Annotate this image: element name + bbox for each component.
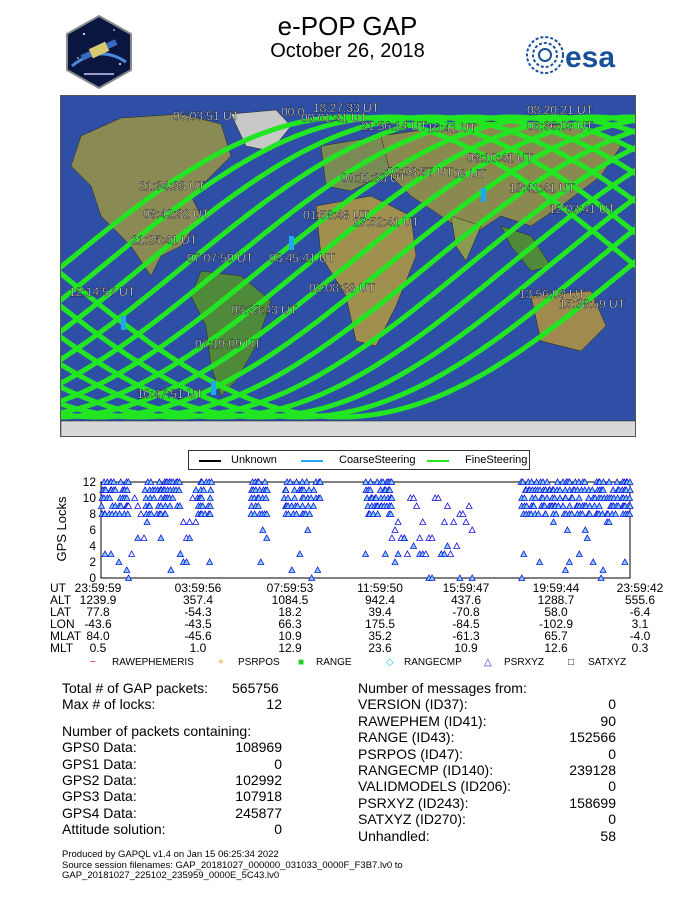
track-time-label: 21:25:41 UT [131,233,198,247]
table-cell: 07:59:53 [266,581,314,595]
gps-lock-marker [300,503,306,509]
track-time-label: 13:41:41 UT [509,181,576,195]
gps-lock-marker [289,567,295,573]
track-time-label: 03:45:41 UT [269,251,336,265]
track-time-label: 02:03:57 UT [387,165,454,179]
gps-lock-marker [557,495,563,501]
message-stat-label: VERSION (ID37): [358,696,468,713]
psrpos-marker: + [218,657,224,668]
table-cell: 1.0 [189,641,207,655]
message-stat-label: RANGECMP (ID140): [358,761,494,778]
gps-lock-marker [576,495,582,501]
message-stat-row [358,811,658,827]
gps-lock-marker [167,503,173,509]
footer [62,850,403,882]
message-stat-row [358,696,658,712]
gps-lock-marker [469,527,475,533]
esa-logo [525,34,637,76]
gps-lock-marker [375,511,381,517]
gps-lock-marker [292,495,298,501]
track-time-label: 16:41 UT [427,121,477,135]
packet-stat-row [62,821,352,837]
gps-lock-marker [187,519,193,525]
gps-lock-marker [305,503,311,509]
message-stat-value: 90 [600,712,616,729]
total-packets-value: 565756 [232,680,279,696]
y-tick-label: 8 [89,507,96,521]
row-label-mlat: MLAT [50,629,82,643]
gps-lock-marker [363,551,369,557]
coarse-steering-swatch [301,460,323,462]
y-tick-label: 6 [89,523,96,537]
message-statistics [358,680,658,844]
fine-steering-swatch [427,460,449,462]
gps-lock-marker [448,551,454,557]
range-marker: ■ [298,657,305,668]
table-cell: 39.4 [368,605,392,619]
gps-lock-marker [395,519,401,525]
table-cell: 03:59:56 [174,581,222,595]
gps-lock-marker [190,495,196,501]
message-stat-label: RAWEPHEM (ID41): [358,712,487,729]
table-cell: -45.6 [184,629,212,643]
message-stat-value: 239128 [569,761,616,778]
message-stat-value: 0 [608,696,616,713]
message-stat-label: PSRXYZ (ID243): [358,794,469,811]
table-cell: -61.3 [452,629,480,643]
message-stat-value: 0 [608,745,616,762]
table-cell: 0.3 [631,641,649,655]
gps-lock-marker [521,551,527,557]
gps-lock-marker [207,495,213,501]
table-cell: -102.9 [538,617,574,631]
gps-lock-marker [297,551,303,557]
coarse-steering-segment [289,236,294,250]
legend-psrpos: PSRPOS [238,657,280,668]
gps-lock-marker [138,511,144,517]
message-stat-row [358,746,658,762]
track-time-label: 18:27:33 UT [313,101,380,115]
gps-lock-marker [562,567,568,573]
gps-lock-marker [582,527,588,533]
esa-logo-text: esa [565,41,616,74]
packet-stat-label: GPS3 Data: [62,788,137,805]
coarse-steering-segment [481,188,486,202]
gps-lock-marker [315,567,321,573]
landmass-antarctica [61,421,636,437]
gps-lock-marker [596,503,602,509]
message-stat-value: 58 [600,827,616,844]
legend-fine-label: FineSteering [465,454,528,466]
packet-stat-value: 245877 [235,804,282,821]
table-cell: 10.9 [454,641,478,655]
gps-lock-marker [560,503,566,509]
table-cell: -6.4 [629,605,651,619]
gps-lock-marker [454,543,460,549]
gps-lock-marker [180,519,186,525]
table-cell: 18.2 [278,605,302,619]
gps-lock-marker [451,519,457,525]
packet-stat-row [62,805,352,821]
track-time-label: 05:03:51 UT [173,109,240,123]
table-cell: 35.2 [368,629,392,643]
plot-frame [101,482,630,578]
table-cell: 175.5 [364,617,396,631]
gps-lock-marker [564,527,570,533]
table-cell: 12.9 [278,641,302,655]
report-title: e-POP GAP [277,11,418,41]
packet-stat-row [62,788,352,804]
table-cell: -43.5 [184,617,212,631]
message-stat-row [358,713,658,729]
report-date: October 26, 2018 [270,40,425,62]
track-time-label: 00:0 [281,105,305,119]
legend-range: RANGE [316,657,352,668]
gps-lock-marker [124,567,130,573]
table-cell: 555.6 [624,593,656,607]
table-cell: 942.4 [364,593,396,607]
y-tick-label: 4 [89,539,96,553]
message-stat-value: 0 [608,811,616,828]
row-label-mlt: MLT [50,641,74,655]
gps-lock-marker [622,559,628,565]
packet-stat-row [62,772,352,788]
table-cell: 15:59:47 [442,581,490,595]
packet-stat-value: 0 [274,755,282,772]
packet-stat-value: 108969 [235,739,282,756]
gps-lock-marker [168,567,174,573]
gps-lock-marker [551,519,557,525]
orbit-parameter-table [0,582,695,654]
legend-unknown-label: Unknown [231,454,277,466]
track-time-label: 00:11:33 UT [341,171,407,185]
gps-lock-marker [129,551,135,557]
table-cell: -54.3 [184,605,212,619]
track-time-label: 08:10:41 UT [467,151,534,165]
message-stat-row [358,729,658,745]
unknown-swatch [199,460,221,462]
gps-lock-marker [305,527,311,533]
message-stat-row [358,828,658,844]
track-time-label: 07:19:09 UT [195,337,262,351]
footer-produced-by: Produced by GAPQL v1.4 on Jan 15 06:25:34 2022 [62,849,279,860]
message-stat-label: PSRPOS (ID47): [358,745,464,762]
gps-lock-marker [135,503,141,509]
track-time-label: 05:33:43 UT [231,303,298,317]
track-time-label: 02:08:33 UT [309,281,376,295]
packet-stat-row [62,739,352,755]
table-cell: 357.4 [182,593,214,607]
rawephemeris-marker: − [90,657,96,668]
legend-coarse-label: CoarseSteering [339,454,416,466]
message-stat-label: Unhandled: [358,827,430,844]
max-locks-value: 12 [266,696,282,713]
y-tick-label: 0 [89,571,96,584]
track-time-label: 12:14:57 UT [69,285,136,299]
gps-lock-marker [441,519,447,525]
packets-containing-header: Number of packets containing: [62,722,252,739]
track-time-label: 01:58:48 UT [303,208,370,222]
message-stat-row [358,762,658,778]
table-cell: 12.6 [544,641,568,655]
packet-statistics [62,680,352,838]
gps-lock-marker [177,551,183,557]
table-cell: 23:59:59 [74,581,122,595]
gps-lock-marker [132,495,138,501]
message-stat-row [358,795,658,811]
gps-lock-marker [466,503,472,509]
y-tick-label: 12 [82,475,96,489]
track-time-label: 00:01:41 UT [301,111,368,125]
track-time-label: 07:07:50 UT [187,251,254,265]
packet-stat-value: 107918 [235,788,282,805]
footer-source-files: Source session filenames: GAP_20181027_000000_031033_0000F_F3B7.lv0 to [62,859,403,871]
footer-source-files-end: GAP_20181027_225102_235959_0000E_5C43.lv0 [62,870,280,881]
gps-lock-marker [144,519,150,525]
packet-stat-label: GPS2 Data: [62,771,137,788]
gps-lock-marker [414,503,420,509]
message-stat-value: 152566 [569,729,616,746]
track-time-label: 06:36:03 UT [527,119,594,133]
packet-stat-label: GPS1 Data: [62,755,137,772]
gps-lock-marker [382,551,388,557]
track-time-label: 13:56:03 UT [519,287,586,301]
gps-lock-marker [258,559,264,565]
table-cell: -84.5 [452,617,480,631]
packet-stat-row [62,756,352,772]
legend-psrxyz: PSRXYZ [504,657,545,668]
table-cell: -43.6 [84,617,112,631]
table-cell: 23.6 [368,641,392,655]
table-cell: 19:59:44 [532,581,580,595]
track-time-label: 10:47:51 UT [137,387,204,401]
message-stat-value: 0 [608,778,616,795]
ground-track-map [60,95,636,437]
table-cell: 0.5 [89,641,107,655]
gps-lock-marker [566,559,572,565]
track-time-label: 12:03:41 UT [549,202,616,216]
gps-lock-marker [260,527,266,533]
packet-stat-label: GPS0 Data: [62,739,137,756]
steering-legend [188,450,530,470]
table-cell: 1239.9 [79,593,117,607]
gps-lock-marker [392,559,398,565]
track-time-label: 21:34:33 UT [139,179,206,193]
row-label-lat: LAT [50,605,72,619]
gps-lock-marker [411,543,417,549]
table-cell: 66.3 [278,617,302,631]
coarse-steering-segment [211,381,216,395]
gps-lock-marker [537,559,543,565]
packet-stat-value: 102992 [235,771,282,788]
gps-lock-marker [417,535,423,541]
gps-lock-marker [576,551,582,557]
message-stat-label: SATXYZ (ID270): [358,811,466,828]
row-label-lon: LON [50,617,75,631]
row-label-alt: ALT [50,593,72,607]
gps-lock-marker [208,487,214,493]
gps-lock-marker [389,535,395,541]
message-stat-row [358,778,658,794]
gps-lock-marker [392,527,398,533]
gps-lock-marker [600,567,606,573]
ground-track-map-svg [61,96,636,437]
legend-rawephemeris: RAWEPHEMERIS [112,657,194,668]
gps-lock-marker [590,559,596,565]
track-time-label: 15:38:59 UT [559,297,626,311]
messages-header: Number of messages from: [358,680,527,696]
gps-lock-marker [627,487,633,493]
gps-lock-marker [584,535,590,541]
packet-stat-label: Attitude solution: [62,821,166,838]
legend-satxyz: SATXYZ [588,657,627,668]
y-axis [83,475,97,584]
gps-lock-marker [158,535,164,541]
gps-lock-marker [444,503,450,509]
gps-lock-marker [310,503,316,509]
table-cell: 1288.7 [537,593,575,607]
gps-lock-marker [264,535,270,541]
table-cell: 23:59:42 [616,581,664,595]
table-cell: 10.9 [278,629,302,643]
packet-stat-value: 0 [274,821,282,838]
table-cell: 58.0 [544,605,568,619]
table-cell: -4.0 [629,629,651,643]
max-locks-label: Max # of locks: [62,696,156,713]
y-tick-label: 2 [89,555,96,569]
gps-lock-marker [404,551,410,557]
gps-lock-marker [98,503,104,509]
gps-lock-marker [567,503,573,509]
track-time-label: 23:52:41 UT [353,215,420,229]
coarse-steering-segment [121,316,126,330]
gps-lock-marker [395,551,401,557]
gps-lock-marker [141,535,147,541]
gps-lock-marker [102,551,108,557]
gps-lock-marker [420,519,426,525]
gps-lock-marker [463,519,469,525]
gps-lock-marker [135,535,141,541]
track-time-label: 21:56:14 UT [361,119,428,133]
total-packets-label: Total # of GAP packets: [62,680,209,696]
y-tick-label: 10 [82,491,96,505]
message-stat-label: VALIDMODELS (ID206): [358,778,512,795]
table-cell: 3.1 [631,617,649,631]
table-cell: 77.8 [86,605,110,619]
gps-locks-chart [40,474,640,584]
table-cell: -70.8 [452,605,480,619]
table-cell: 65.7 [544,629,568,643]
message-stat-value: 158699 [569,794,616,811]
table-cell: 437.6 [450,593,482,607]
gps-lock-marker [544,495,550,501]
gps-lock-markers [98,479,633,581]
epop-mission-logo [64,14,134,90]
y-axis-label: GPS Locks [54,496,69,562]
gps-lock-marker [108,551,114,557]
track-time-label: 08:20:21 UT [527,103,594,117]
table-cell: 11:59:50 [357,581,403,595]
row-label-ut: UT [50,581,66,595]
packet-stat-label: GPS4 Data: [62,804,137,821]
gps-lock-marker [116,559,122,565]
satxyz-marker: □ [568,657,575,668]
table-cell: 84.0 [86,629,110,643]
gps-lock-marker [207,559,213,565]
track-time-label: 09 UT [453,167,486,181]
psrxyz-marker: △ [484,657,492,668]
message-stat-label: RANGE (ID43): [358,729,455,746]
gps-lock-marker [311,487,317,493]
message-type-legend [58,657,638,671]
rangecmp-marker: ◇ [386,657,394,668]
table-cell: 1084.5 [271,593,309,607]
gps-lock-marker [444,543,450,549]
gps-lock-marker [193,519,199,525]
track-time-label: 08:42:32 UT [143,207,210,221]
legend-rangecmp: RANGECMP [404,657,462,668]
